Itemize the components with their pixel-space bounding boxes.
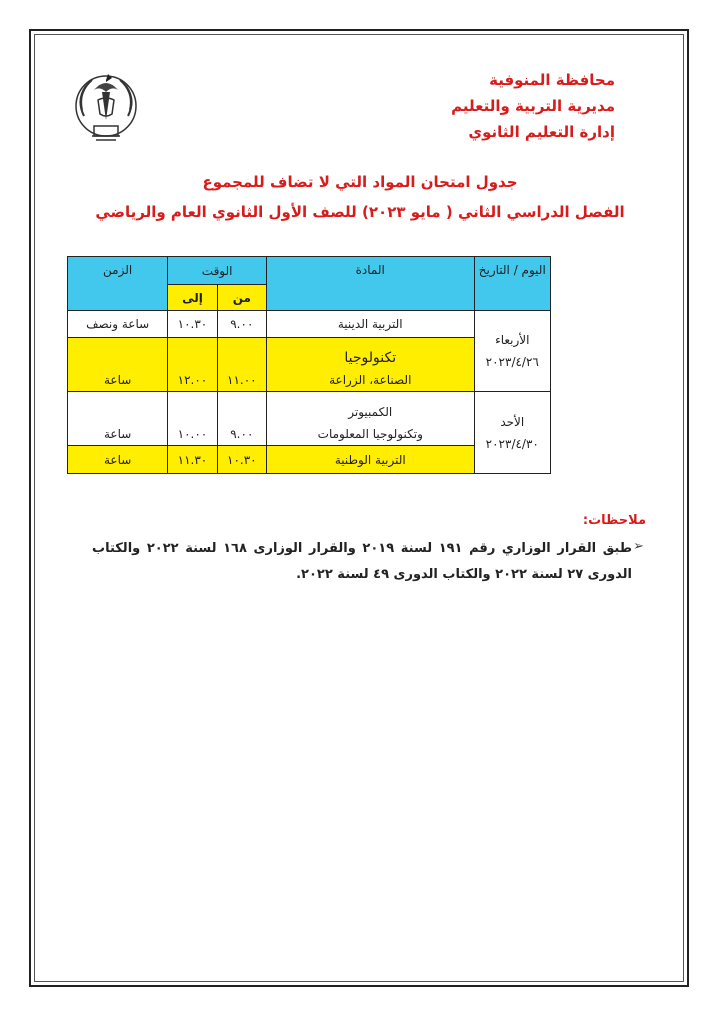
table-row [68, 392, 551, 446]
arrow-bullet-icon: ➢ [633, 539, 644, 554]
header-subject: المادة [266, 257, 474, 311]
time-to-cell: ١١.٣٠ [168, 446, 217, 474]
day-cell [474, 311, 550, 392]
table-row [68, 311, 551, 338]
header-duration: الزمن [68, 257, 168, 311]
document-title: جدول امتحان المواد التي لا تضاف للمجموع [202, 173, 518, 191]
administration-name: إدارة التعليم الثانوي [468, 123, 615, 141]
time-from-cell: ١١.٠٠ [217, 338, 266, 392]
time-from-cell: ٩.٠٠ [217, 311, 266, 338]
time-to-cell: ١٠.٣٠ [168, 311, 217, 338]
notes-text: طبق القرار الوزاري رقم ١٩١ لسنة ٢٠١٩ والقرار الوزارى ١٦٨ لسنة ٢٠٢٢ والكتاب الدورى ٢٧ لسنة ٢٠٢٢ والكتاب الدورى ٤٩ لسنة ٢٠٢٢. [92, 541, 632, 582]
time-to-cell: ١٢.٠٠ [168, 338, 217, 392]
subject-cell: التربية الوطنية [266, 446, 474, 474]
exam-schedule-table [67, 256, 551, 474]
duration-cell: ساعة [68, 338, 168, 392]
notes-title: ملاحظات: [582, 513, 646, 528]
day-name: الأحد [500, 414, 525, 429]
subject-cell [266, 392, 474, 446]
day-name: الأربعاء [495, 333, 530, 347]
header-from: من [217, 285, 266, 311]
directorate-name: مديرية التربية والتعليم [451, 97, 615, 115]
duration-cell: ساعة ونصف [68, 311, 168, 338]
header-time: الوقت [168, 257, 267, 285]
header-block [451, 68, 615, 144]
time-from-cell: ٩.٠٠ [217, 392, 266, 446]
time-to-cell: ١٠.٠٠ [168, 392, 217, 446]
day-date: ٢٠٢٣/٤/٢٦ [485, 355, 539, 369]
subject-line: تكنولوجيا [344, 350, 397, 366]
subject-line: الكمبيوتر [348, 405, 393, 419]
subject-line: الصناعة، الزراعة [329, 373, 412, 387]
subject-cell: التربية الدينية [266, 311, 474, 338]
duration-cell: ساعة [68, 446, 168, 474]
governorate-name: محافظة المنوفية [489, 71, 615, 89]
header-to: إلى [168, 285, 217, 311]
time-from-cell: ١٠.٣٠ [217, 446, 266, 474]
governorate-emblem-icon [72, 70, 140, 150]
header-day-date: اليوم / التاريخ [474, 257, 550, 311]
document-subtitle: الفصل الدراسي الثاني ( مايو ٢٠٢٣) للصف الأول الثانوي العام والرياضي [95, 203, 625, 221]
day-date: ٢٠٢٣/٤/٣٠ [485, 436, 539, 451]
subject-line: وتكنولوجيا المعلومات [317, 427, 423, 441]
duration-cell: ساعة [68, 392, 168, 446]
subject-cell [266, 338, 474, 392]
day-cell [474, 392, 550, 474]
